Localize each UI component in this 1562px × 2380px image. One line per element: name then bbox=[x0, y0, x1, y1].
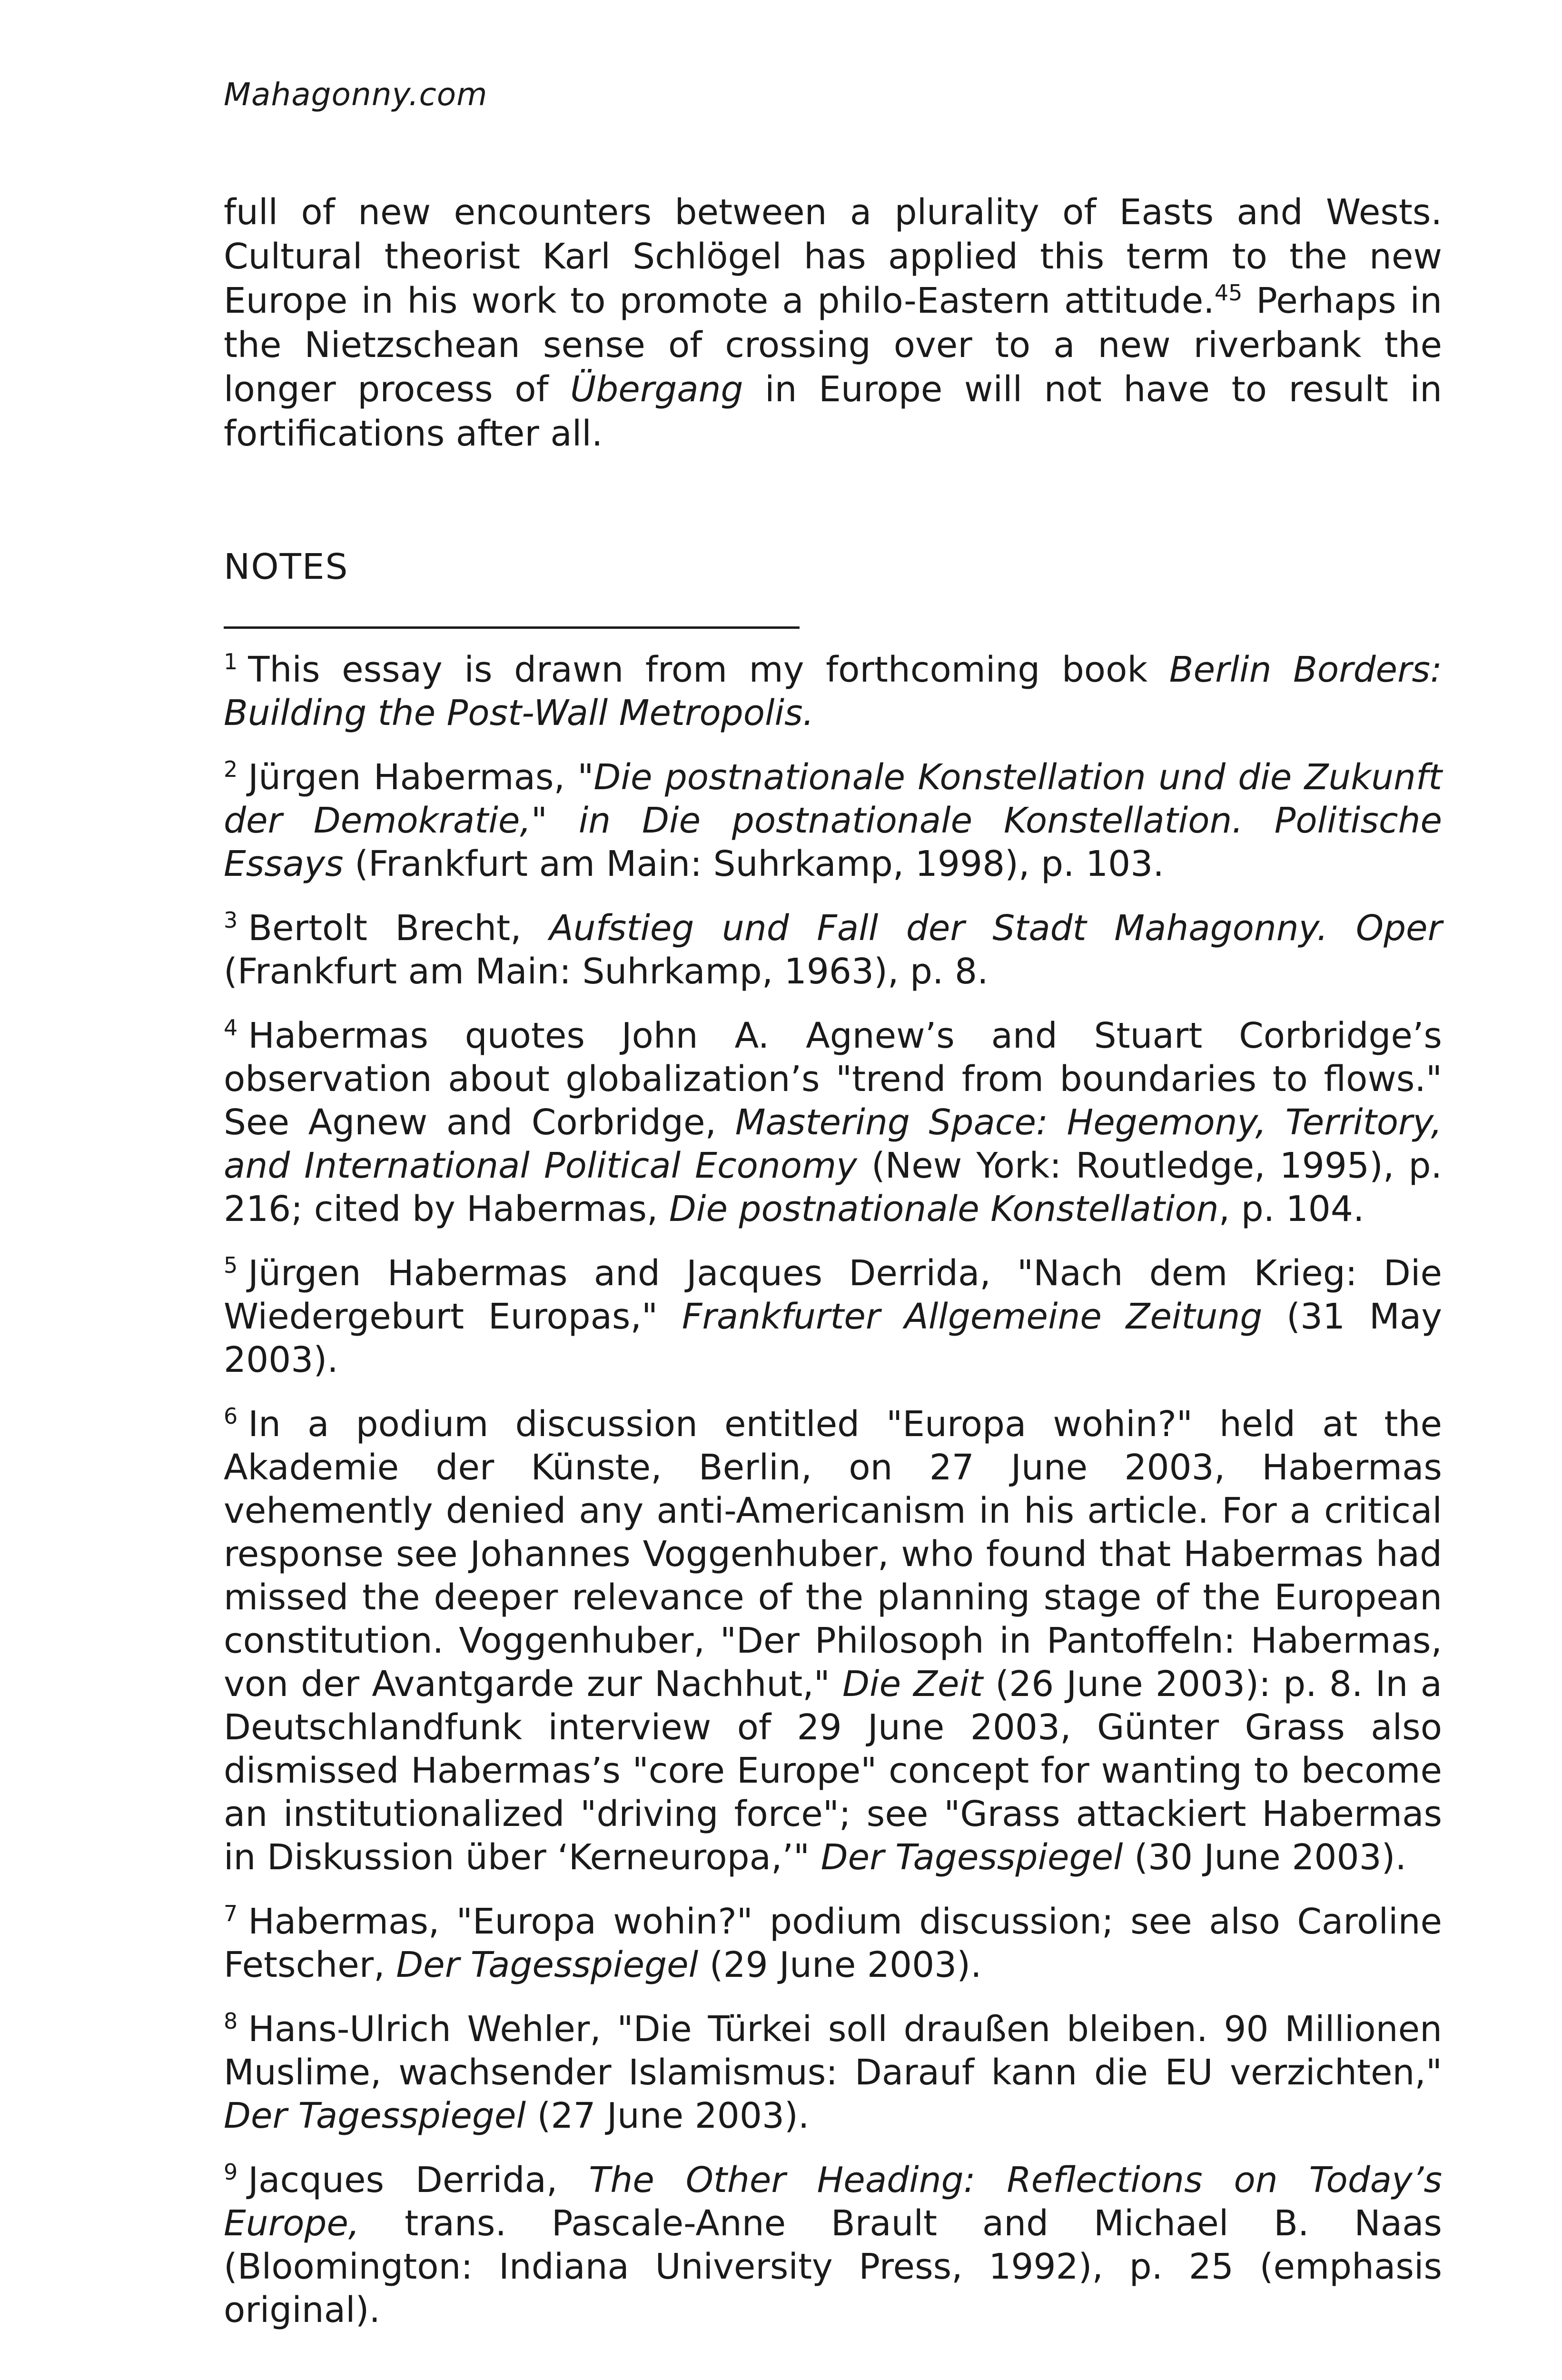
footnote-reference: 45 bbox=[1214, 280, 1243, 306]
note-title: Aufstieg und Fall der Stadt Mahagonny. Oper bbox=[549, 908, 1442, 949]
note-3 bbox=[224, 907, 1442, 993]
note-text: (26 June 2003): p. 8. In a Deutschlandfunk interview of 29 June 2003, Günter Grass also dismissed Habermas’s "core Europe" concept for wanting to become an institutionalized "driving force"; see "Grass attackiert Habermas in Diskussion über ‘Kerneuropa,’" bbox=[224, 1664, 1443, 1878]
notes-heading: NOTES bbox=[224, 546, 349, 587]
body-text-part: full of new encounters between a plurality of Easts and Wests. Cultural theorist Karl Schlögel has applied this term to the new Europe in his work to promote a philo-Eastern attitude. bbox=[224, 192, 1442, 321]
note-title: Der Tagesspiegel bbox=[821, 1837, 1123, 1878]
note-8 bbox=[224, 2008, 1442, 2138]
note-text: (Frankfurt am Main: Suhrkamp, 1998), p. 103. bbox=[343, 843, 1164, 884]
note-number: 7 bbox=[224, 1901, 238, 1926]
note-text: Habermas, "Europa wohin?" podium discussion; see also Caroline Fetscher, bbox=[224, 1901, 1442, 1985]
body-text-part: Perhaps in the Nietzschean sense of crossing over to a new riverbank the longer process of bbox=[224, 280, 1442, 410]
note-text: (27 June 2003). bbox=[525, 2095, 810, 2136]
note-text: (New York: Routledge, 1995), p. 216; cited by Habermas, bbox=[224, 1145, 1442, 1230]
note-title: Der Tagesspiegel bbox=[224, 2095, 526, 2136]
note-2 bbox=[224, 756, 1442, 886]
note-text: Bertolt Brecht, bbox=[248, 908, 550, 949]
body-text-part: in Europe will not have to result in fortifications after all. bbox=[224, 369, 1442, 454]
note-number: 9 bbox=[224, 2159, 238, 2185]
body-paragraph bbox=[224, 190, 1442, 456]
note-text: Jürgen Habermas and Jacques Derrida, "Nach dem Krieg: Die Wiedergeburt Europas," bbox=[224, 1253, 1442, 1337]
note-number: 2 bbox=[224, 756, 238, 782]
notes-list bbox=[224, 648, 1442, 2353]
note-title: Die postnationale Konstellation und die Zukunft der Demokratie," in Die postnationale Konstellation. Politische Essays bbox=[224, 757, 1443, 884]
note-text: In a podium discussion entitled "Europa wohin?" held at the Akademie der Künste, Berlin, on 27 June 2003, Habermas vehemently denied any anti-Americanism in his article. For a critical response see Johannes Voggenhuber, who found that Habermas had missed the deeper relevance of the planning stage of the European constitution. Voggenhuber, "Der Philosoph in Pantoffeln: Habermas, von der Avantgarde zur Nachhut," bbox=[224, 1404, 1442, 1705]
body-italic-term: Übergang bbox=[570, 369, 743, 410]
note-9 bbox=[224, 2159, 1442, 2332]
note-7 bbox=[224, 1900, 1442, 1987]
note-text: , p. 104. bbox=[1218, 1189, 1364, 1230]
note-text: (30 June 2003). bbox=[1123, 1837, 1407, 1878]
note-text: This essay is drawn from my forthcoming book bbox=[248, 649, 1169, 690]
note-title: Berlin Borders: Building the Post-Wall Metropolis. bbox=[224, 649, 1442, 734]
note-text: Hans-Ulrich Wehler, "Die Türkei soll draußen bleiben. 90 Millionen Muslime, wachsender Islamismus: Darauf kann die EU verzichten," bbox=[224, 2009, 1442, 2093]
note-text: Jacques Derrida, bbox=[248, 2160, 589, 2201]
notes-divider bbox=[224, 626, 800, 629]
note-text: trans. Pascale-Anne Brault and Michael B. Naas (Bloomington: Indiana University Press, 1992), p. 25 (emphasis original). bbox=[224, 2203, 1442, 2330]
note-title: Die postnationale Konstellation bbox=[669, 1189, 1219, 1230]
note-1 bbox=[224, 648, 1442, 735]
note-title: Der Tagesspiegel bbox=[396, 1944, 699, 1985]
running-head: Mahagonny.com bbox=[224, 76, 488, 113]
note-4 bbox=[224, 1014, 1442, 1231]
note-5 bbox=[224, 1252, 1442, 1382]
note-number: 6 bbox=[224, 1403, 238, 1429]
note-6 bbox=[224, 1403, 1442, 1879]
note-number: 8 bbox=[224, 2008, 238, 2034]
note-title: Frankfurter Allgemeine Zeitung bbox=[682, 1296, 1263, 1337]
note-title: Mastering Space: Hegemony, Territory, and International Political Economy bbox=[224, 1102, 1443, 1186]
note-text: (Frankfurt am Main: Suhrkamp, 1963), p. 8. bbox=[224, 951, 989, 992]
note-text: (29 June 2003). bbox=[698, 1944, 982, 1985]
note-text: Jürgen Habermas, " bbox=[248, 757, 594, 798]
note-number: 4 bbox=[224, 1015, 238, 1041]
note-title: Die Zeit bbox=[842, 1664, 983, 1705]
note-number: 1 bbox=[224, 649, 238, 674]
note-text: Habermas quotes John A. Agnew’s and Stuart Corbridge’s observation about globalization’s "trend from boundaries to flows." See Agnew and Corbridge, bbox=[224, 1015, 1442, 1143]
note-title: The Other Heading: Reflections on Today’s Europe, bbox=[224, 2160, 1443, 2244]
note-text: (31 May 2003). bbox=[224, 1296, 1442, 1380]
note-number: 3 bbox=[224, 907, 238, 933]
note-number: 5 bbox=[224, 1252, 238, 1278]
